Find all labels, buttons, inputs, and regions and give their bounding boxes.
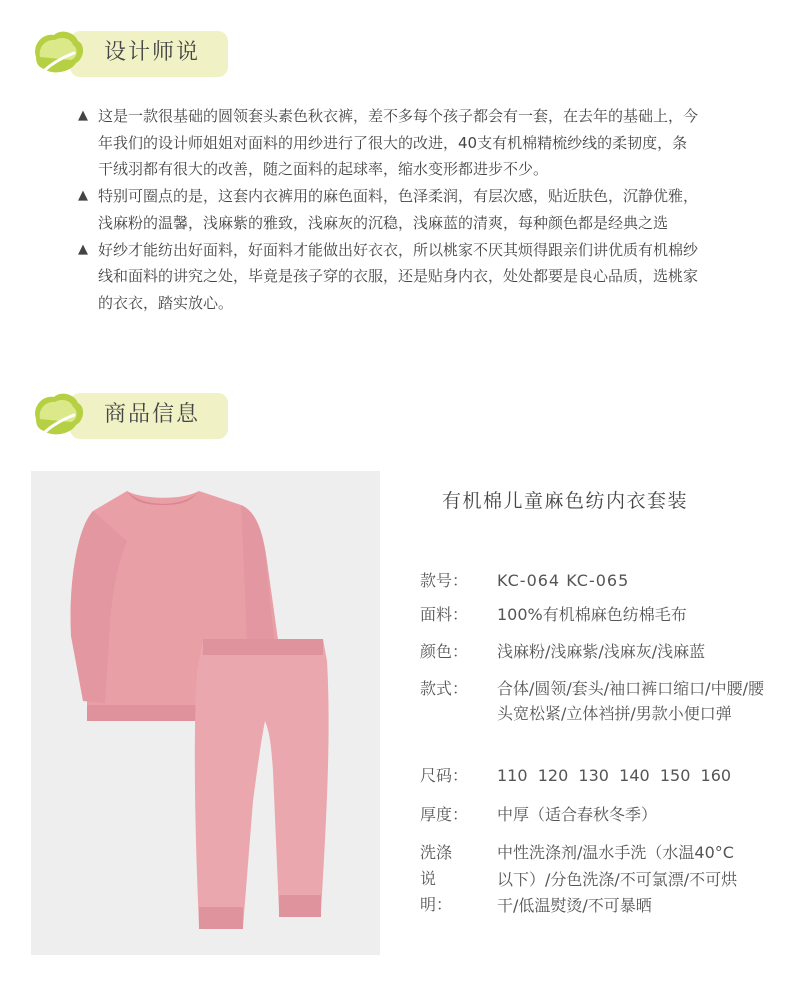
spec-label-fabric: 面料： (420, 605, 469, 624)
spec-value-thickness: 中厚（适合春秋冬季） (497, 805, 658, 824)
pajama-set-illustration (31, 471, 380, 955)
designer-notes (78, 103, 698, 317)
section-title: 设计师说 (104, 40, 201, 65)
spec-value-color: 浅麻粉/浅麻紫/浅麻灰/浅麻蓝 (497, 642, 706, 661)
triangle-bullet-icon: ▲ (78, 188, 88, 204)
product-name: 有机棉儿童麻色纺内衣套装 (442, 490, 689, 512)
spec-label-size: 尺码： (420, 766, 469, 785)
spec-label-style-no: 款号： (420, 571, 469, 590)
leaf-logo-icon (30, 389, 86, 441)
note-text: 特别可圈点的是，这套内衣裤用的麻色面料，色泽柔润，有层次感，贴近肤色，沉静优雅，浅麻粉的温馨，浅麻紫的雅致，浅麻灰的沉稳，浅麻蓝的清爽，每种颜色都是经典之选 (98, 187, 699, 232)
pants-body (195, 639, 329, 927)
spec-value-fabric: 100%有机棉麻色纺棉毛布 (497, 605, 687, 624)
triangle-bullet-icon: ▲ (78, 108, 88, 123)
spec-value-style-no: KC-064 KC-065 (497, 571, 630, 590)
spec-label-color: 颜色： (420, 642, 469, 661)
note-item (78, 103, 698, 183)
spec-label-style: 款式： (420, 679, 469, 698)
spec-value-size: 110 120 130 140 150 160 (497, 766, 732, 785)
spec-value-style: 合体/圆领/套头/袖口裤口缩口/中腰/腰头宽松紧/立体裆拼/男款小便口弹 (497, 679, 764, 723)
spec-value-wash: 中性洗涤剂/温水手洗（水温40°C以下）/分色洗涤/不可氯漂/不可烘干/低温熨烫/不可暴晒 (497, 843, 738, 915)
section-header-product (30, 389, 235, 441)
note-item (78, 183, 698, 236)
section-title: 商品信息 (104, 402, 201, 427)
note-text: 好纱才能纺出好面料，好面料才能做出好衣衣，所以桃家不厌其烦得跟亲们讲优质有机棉纱线和面料的讲究之处，毕竟是孩子穿的衣服，还是贴身内衣，处处都要是良心品质，选桃家的衣衣，踏实放心。 (98, 240, 699, 312)
spec-label-thickness: 厚度： (420, 805, 469, 824)
leaf-logo-icon (30, 27, 86, 79)
spec-label-wash: 洗涤说明： (420, 843, 453, 914)
triangle-bullet-icon: ▲ (78, 241, 88, 257)
section-header-designer (30, 27, 235, 79)
pants-waistband (203, 639, 323, 655)
product-photo (31, 471, 380, 955)
note-text: 这是一款很基础的圆领套头素色秋衣裤，差不多每个孩子都会有一套，在去年的基础上，今年我们的设计师姐姐对面料的用纱进行了很大的改进，40支有机棉精梳纱线的柔韧度，条干绒羽都有很大的改善，随之面料的起球率，缩水变形都进步不少。 (98, 107, 699, 179)
note-item (78, 237, 698, 317)
pants-right-cuff (279, 895, 321, 917)
pants-left-cuff (199, 907, 243, 929)
